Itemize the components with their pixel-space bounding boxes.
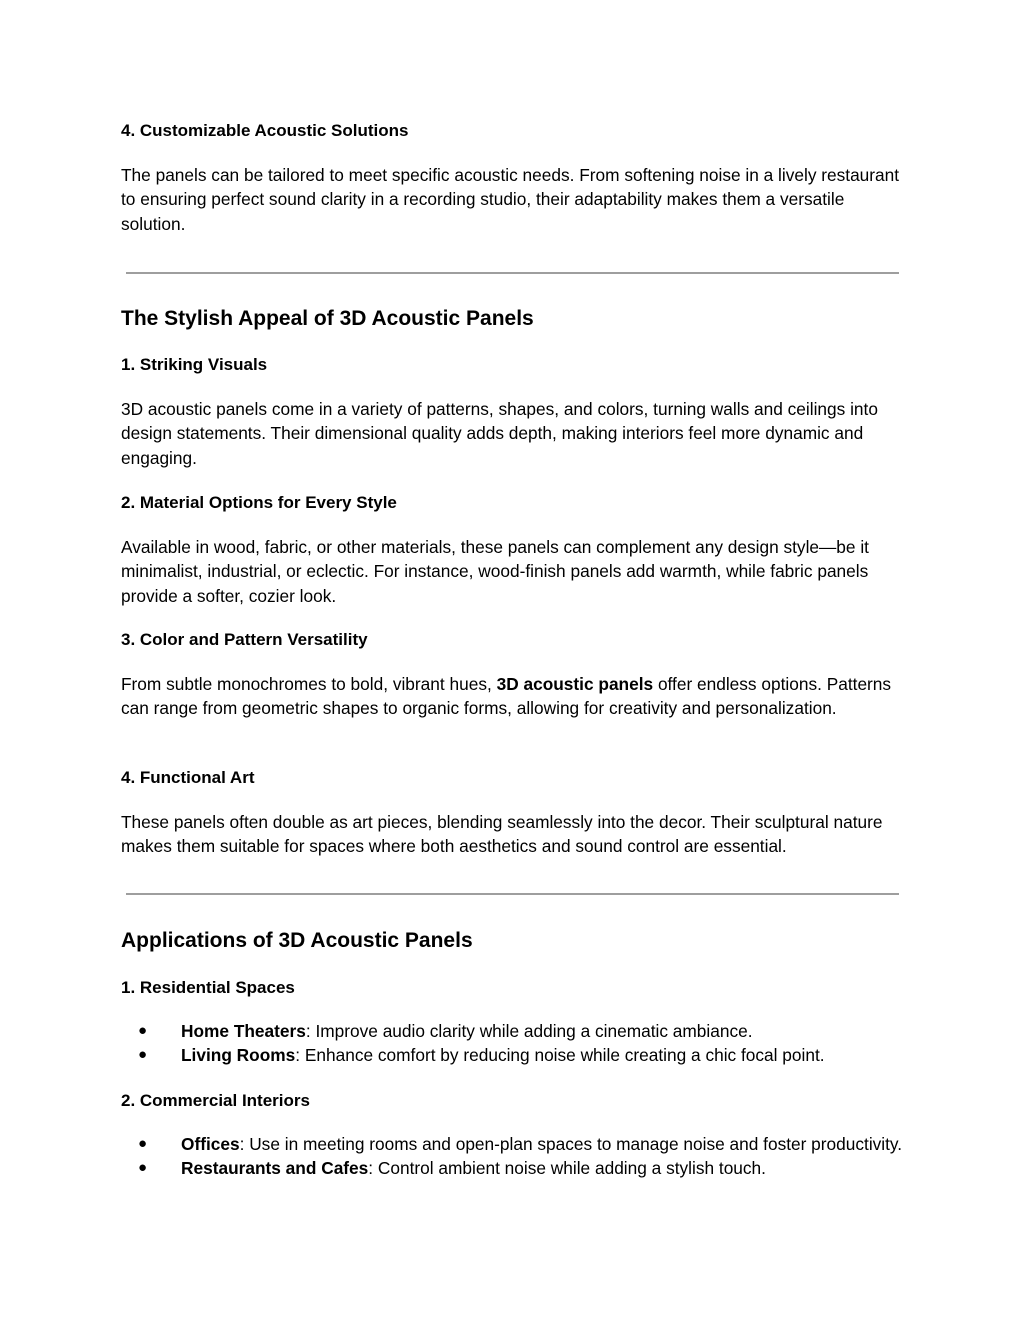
paragraph-text: offer endless options. Patterns can range from geometric shapes to organic forms, allowing for creativity and personalization. xyxy=(121,674,892,719)
paragraph-material-options: Available in wood, fabric, or other materials, these panels can complement any design style—be it minimalist, industrial, or eclectic. For instance, wood-finish panels add warmth, while fabric panels provide a softer, cozier look. xyxy=(121,537,869,606)
heading-applications: Applications of 3D Acoustic Panels xyxy=(121,929,473,952)
paragraph-functional-art: These panels often double as art pieces, blending seamlessly into the decor. Their sculptural nature makes them suitable for spaces where both aesthetics and sound control are essential. xyxy=(121,812,883,857)
heading-customizable-acoustic-solutions: 4. Customizable Acoustic Solutions xyxy=(121,121,409,140)
list-item-term: Restaurants and Cafes xyxy=(181,1158,369,1179)
list-item-desc: : Improve audio clarity while adding a cinematic ambiance. xyxy=(305,1021,753,1041)
horizontal-divider xyxy=(126,893,899,895)
paragraph-text: From subtle monochromes to bold, vibrant hues, xyxy=(121,674,497,694)
list-item xyxy=(121,1019,906,1043)
list-item-term: Home Theaters xyxy=(181,1021,306,1041)
list-item-term: Offices xyxy=(181,1134,240,1154)
list-item-desc: : Use in meeting rooms and open-plan spaces to manage noise and foster productivity. xyxy=(239,1134,903,1154)
list-item xyxy=(121,1132,906,1156)
list-item-desc: : Control ambient noise while adding a stylish touch. xyxy=(368,1158,766,1179)
heading-stylish-appeal: The Stylish Appeal of 3D Acoustic Panels xyxy=(121,307,534,330)
list-item-term: Living Rooms xyxy=(181,1045,296,1066)
bullet-icon: ● xyxy=(138,1159,148,1177)
list-item xyxy=(121,1043,906,1067)
commercial-list xyxy=(121,1132,906,1181)
bullet-icon: ● xyxy=(138,1135,148,1152)
horizontal-divider xyxy=(126,272,899,274)
heading-commercial-interiors: 2. Commercial Interiors xyxy=(121,1091,310,1110)
list-item-desc: : Enhance comfort by reducing noise while creating a chic focal point. xyxy=(295,1045,825,1066)
heading-striking-visuals: 1. Striking Visuals xyxy=(121,355,268,374)
bold-keyword: 3D acoustic panels xyxy=(496,674,654,694)
bullet-icon: ● xyxy=(138,1046,148,1064)
heading-functional-art: 4. Functional Art xyxy=(121,768,255,787)
heading-residential-spaces: 1. Residential Spaces xyxy=(121,978,295,997)
paragraph-color-pattern xyxy=(121,672,906,721)
heading-material-options: 2. Material Options for Every Style xyxy=(121,493,397,512)
heading-color-pattern: 3. Color and Pattern Versatility xyxy=(121,630,368,649)
list-item xyxy=(121,1156,906,1180)
paragraph-striking-visuals: 3D acoustic panels come in a variety of patterns, shapes, and colors, turning walls and ceilings into design statements. Their dimensional quality adds depth, making interiors feel more dynamic and engaging. xyxy=(121,399,878,468)
residential-list xyxy=(121,1019,906,1068)
paragraph-customizable: The panels can be tailored to meet specific acoustic needs. From softening noise in a lively restaurant to ensuring perfect sound clarity in a recording studio, their adaptability makes them a versatile solution. xyxy=(121,165,900,234)
bullet-icon: ● xyxy=(138,1022,148,1039)
